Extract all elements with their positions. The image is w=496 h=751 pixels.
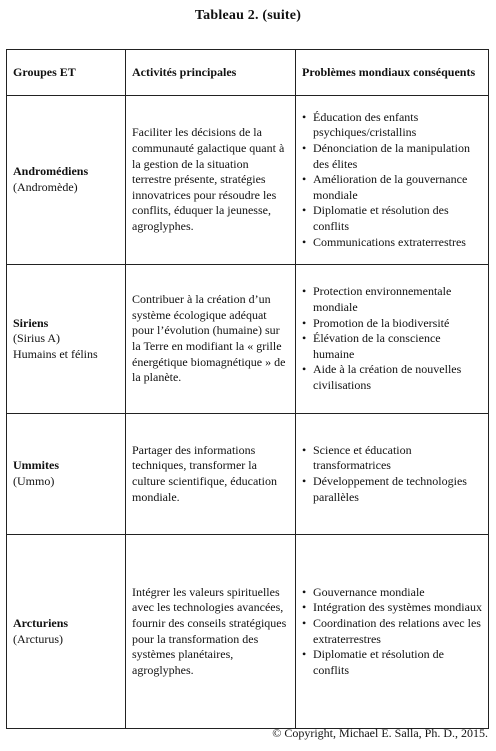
list-item: • Amélioration de la gouvernance mondiale <box>302 172 482 203</box>
list-item: • Élévation de la conscience humaine <box>302 331 482 362</box>
group-cell <box>7 96 126 265</box>
problems-list <box>302 585 482 679</box>
header-problems: Problèmes mondiaux conséquents <box>296 50 489 96</box>
list-item: • Coordination des relations avec les extraterrestres <box>302 616 482 647</box>
header-activities: Activités principales <box>126 50 296 96</box>
group-name: Ummites <box>13 458 59 473</box>
list-item: • Aide à la création de nouvelles civilisations <box>302 362 482 393</box>
table-row <box>7 265 489 414</box>
list-item: • Éducation des enfants psychiques/cristallins <box>302 110 482 141</box>
group-name: Arcturiens <box>13 615 69 630</box>
list-item: • Gouvernance mondiale <box>302 585 482 601</box>
copyright-notice: © Copyright, Michael E. Salla, Ph. D., 2015. <box>272 726 488 740</box>
group-cell <box>7 414 126 535</box>
activity-cell <box>126 535 296 729</box>
table-title: Tableau 2. (suite) <box>194 8 302 23</box>
group-origin: (Ummo) <box>13 474 55 488</box>
table-row <box>7 96 489 265</box>
activity-text: Contribuer à la création d’un système écologique adéquat pour l’évolution (humaine) sur la Terre en modifiant la « grille énergétique biomagnétique » de la planète. <box>132 292 286 385</box>
group-name: Siriens <box>13 315 49 330</box>
problems-list <box>302 284 482 393</box>
activity-text: Intégrer les valeurs spirituelles avec les technologies avancées, fournir des conseils stratégiques pour la transformation des systèmes planétaires, agroglyphes. <box>132 584 287 677</box>
et-groups-table <box>6 49 489 729</box>
list-item: • Protection environnementale mondiale <box>302 284 482 315</box>
activity-cell <box>126 414 296 535</box>
list-item: • Intégration des systèmes mondiaux <box>302 600 482 616</box>
problems-cell <box>296 535 489 729</box>
list-item: • Communications extraterrestres <box>302 235 482 251</box>
group-name: Andromédiens <box>13 164 89 179</box>
group-cell <box>7 535 126 729</box>
problems-cell <box>296 414 489 535</box>
activity-cell <box>126 96 296 265</box>
group-origin: (Sirius A) <box>13 331 61 346</box>
list-item: • Dénonciation de la manipulation des élites <box>302 141 482 172</box>
group-type: Humains et félins <box>13 346 98 361</box>
group-origin: (Andromède) <box>13 180 78 194</box>
list-item: • Promotion de la biodiversité <box>302 316 482 332</box>
list-item: • Diplomatie et résolution de conflits <box>302 647 482 678</box>
problems-cell <box>296 265 489 414</box>
problems-cell <box>296 96 489 265</box>
activity-cell <box>126 265 296 414</box>
header-groups: Groupes ET <box>7 50 126 96</box>
table-row <box>7 414 489 535</box>
list-item: • Développement de technologies parallèles <box>302 474 482 505</box>
table-row <box>7 535 489 729</box>
problems-list <box>302 110 482 250</box>
group-cell <box>7 265 126 414</box>
activity-text: Faciliter les décisions de la communauté galactique quant à la gestion de la situation terrestre présente, stratégies innovatrices pour résoudre les conflits, éduquer la jeunesse, agroglyphes. <box>132 125 285 233</box>
problems-list <box>302 443 482 505</box>
group-origin: (Arcturus) <box>13 631 63 646</box>
header-row <box>7 50 489 96</box>
list-item: • Diplomatie et résolution des conflits <box>302 203 482 234</box>
list-item: • Science et éducation transformatrices <box>302 443 482 474</box>
activity-text: Partager des informations techniques, transformer la culture scientifique, éducation mondiale. <box>132 442 277 504</box>
